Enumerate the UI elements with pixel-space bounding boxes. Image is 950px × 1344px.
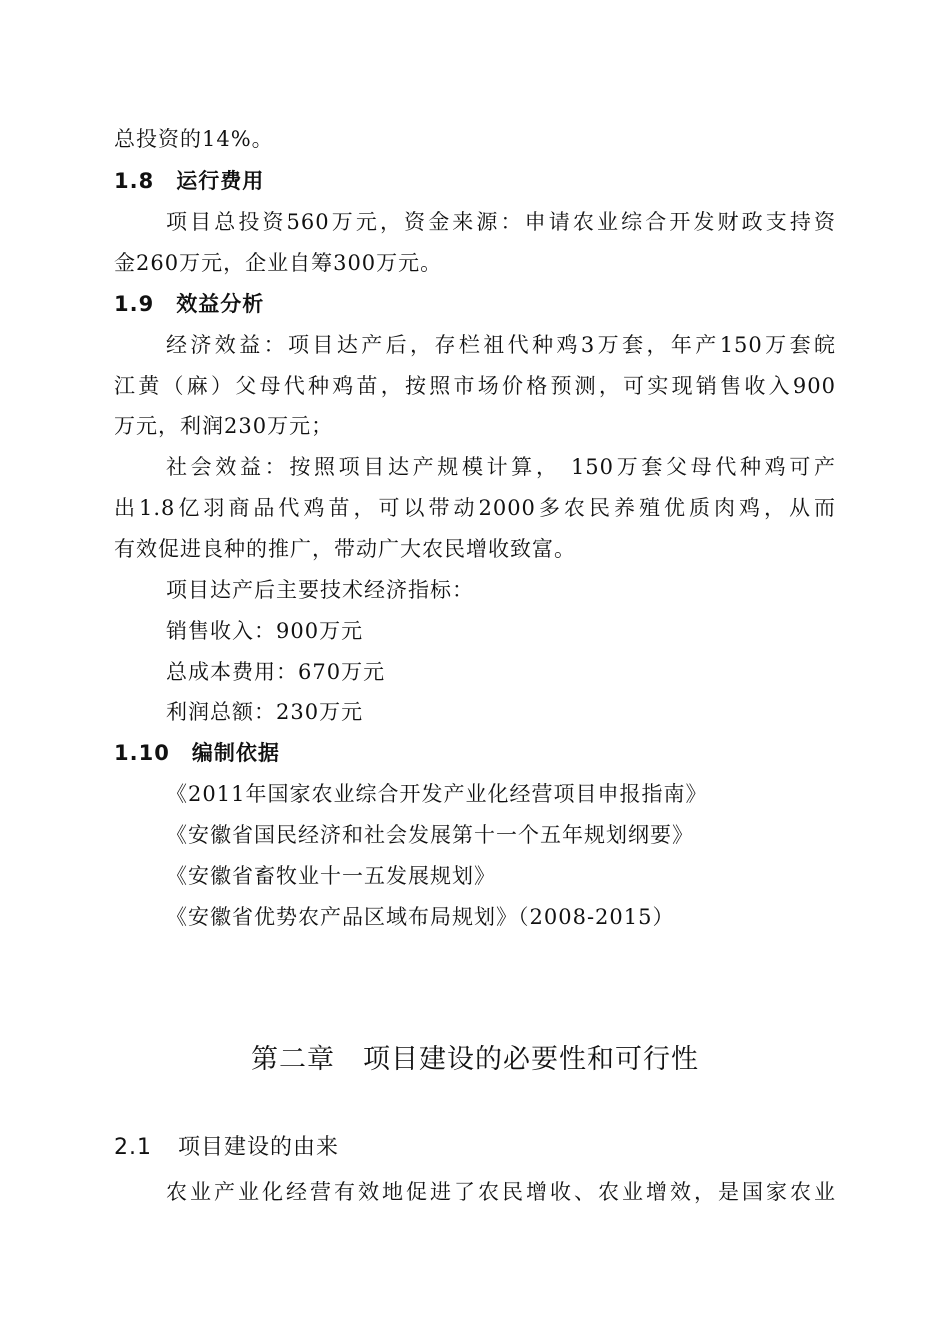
reference-item: 《2011年国家农业综合开发产业化经营项目申报指南》 — [166, 782, 708, 806]
section-number: 2.1 — [114, 1135, 152, 1160]
reference-item: 《安徽省国民经济和社会发展第十一个五年规划纲要》 — [166, 823, 694, 847]
section-heading-2-1 — [114, 1133, 339, 1163]
section-number: 1.8 — [114, 169, 155, 193]
section-title: 编制依据 — [191, 741, 280, 765]
indicator-cost: 总成本费用：670万元 — [166, 660, 386, 684]
reference-item: 《安徽省优势农产品区域布局规划》（2008-2015） — [166, 905, 675, 929]
section-number: 1.10 — [114, 741, 170, 765]
paragraph-line: 经济效益：项目达产后，存栏祖代种鸡3万套，年产150万套皖 — [166, 333, 836, 357]
paragraph-line: 总投资的14%。 — [114, 127, 274, 151]
section-title: 效益分析 — [176, 292, 265, 316]
reference-item: 《安徽省畜牧业十一五发展规划》 — [166, 864, 496, 888]
indicator-sales: 销售收入：900万元 — [166, 619, 364, 643]
indicator-profit: 利润总额：230万元 — [166, 700, 364, 724]
paragraph-line: 金260万元，企业自筹300万元。 — [114, 251, 443, 275]
section-title: 运行费用 — [176, 169, 265, 193]
paragraph-line: 江黄（麻）父母代种鸡苗，按照市场价格预测，可实现销售收入900 — [114, 374, 836, 398]
paragraph-line: 万元，利润230万元； — [114, 414, 334, 438]
paragraph-line: 项目总投资560万元，资金来源：申请农业综合开发财政支持资 — [166, 210, 836, 234]
paragraph-line: 项目达产后主要技术经济指标： — [166, 578, 474, 602]
paragraph-line: 出1.8亿羽商品代鸡苗，可以带动2000多农民养殖优质肉鸡，从而 — [114, 496, 836, 520]
paragraph-line: 有效促进良种的推广，带动广大农民增收致富。 — [114, 537, 576, 561]
paragraph-line: 社会效益：按照项目达产规模计算， 150万套父母代种鸡可产 — [166, 455, 836, 479]
section-title: 项目建设的由来 — [178, 1135, 340, 1160]
section-heading-1-9 — [114, 289, 264, 319]
chapter-title: 第二章 项目建设的必要性和可行性 — [251, 1044, 699, 1075]
section-heading-1-10 — [114, 738, 280, 768]
section-heading-1-8 — [114, 166, 264, 196]
paragraph-line: 农业产业化经营有效地促进了农民增收、农业增效，是国家农业 — [166, 1180, 836, 1204]
section-number: 1.9 — [114, 292, 155, 316]
